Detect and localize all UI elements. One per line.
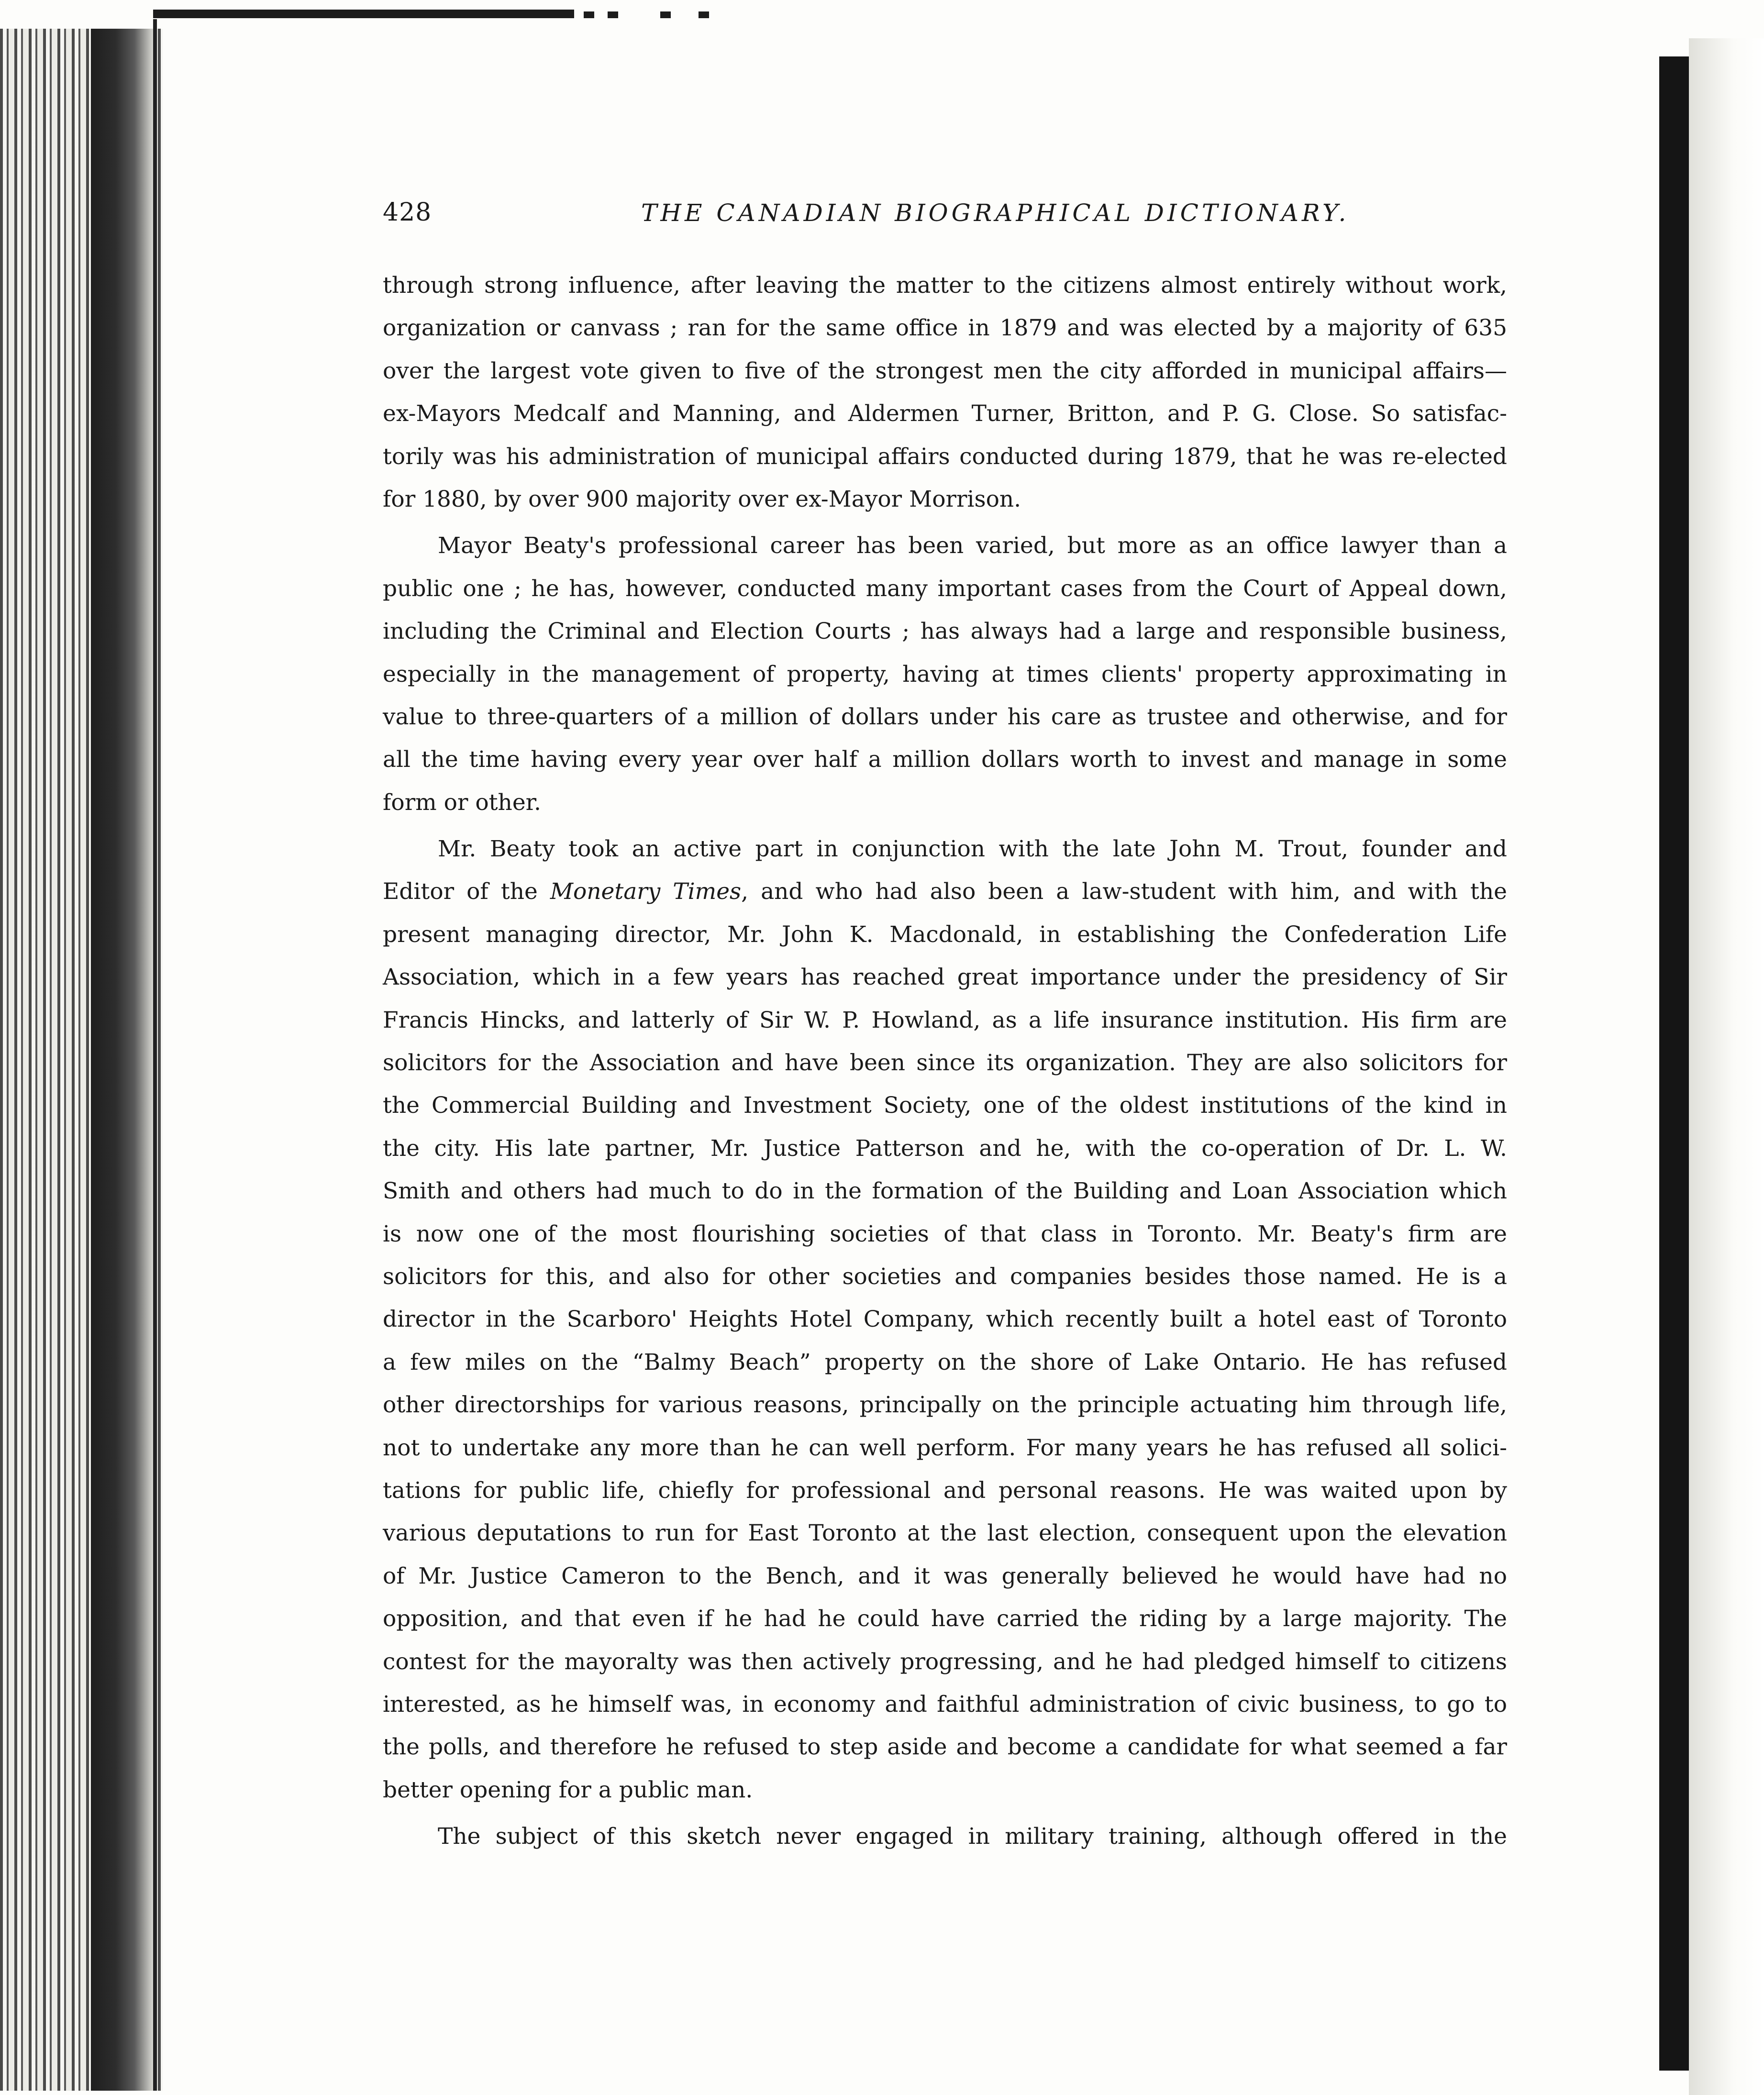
text-line: Mr. Beaty took an active part in conjunction with the late John M. Trout, founder and xyxy=(438,836,1507,863)
text-line: a few miles on the “Balmy Beach” property on the shore of Lake Ontario. He has refused xyxy=(383,1349,1507,1375)
text-line: solicitors for this, and also for other societies and companies besides those named. He is a xyxy=(383,1263,1507,1290)
text-line: present managing director, Mr. John K. Macdonald, in establishing the Confederation Life xyxy=(383,921,1507,948)
text-line: better opening for a public man. xyxy=(383,1776,753,1803)
text-line: form or other. xyxy=(383,789,541,816)
text-line: The subject of this sketch never engaged in military training, although offered in the xyxy=(438,1823,1507,1850)
text-line: public one ; he has, however, conducted many important cases from the Court of Appeal down, xyxy=(383,575,1507,602)
text-line: tations for public life, chiefly for professional and personal reasons. He was waited upon by xyxy=(383,1477,1507,1504)
scan-right-margin xyxy=(1689,38,1764,2095)
text-line: the city. His late partner, Mr. Justice Patterson and he, with the co-operation of Dr. L. W. xyxy=(383,1135,1507,1162)
text-line: including the Criminal and Election Courts ; has always had a large and responsible business, xyxy=(383,618,1507,645)
text-line: solicitors for the Association and have been since its organization. They are also solicitors for xyxy=(383,1050,1507,1076)
text-line: of Mr. Justice Cameron to the Bench, and it was generally believed he would have had no xyxy=(383,1563,1507,1589)
page-number: 428 xyxy=(383,198,432,227)
text-line: through strong influence, after leaving the matter to the citizens almost entirely without work, xyxy=(383,272,1507,299)
paragraph xyxy=(383,828,1507,1811)
scan-binding-gutter xyxy=(91,29,153,2091)
scan-top-edge xyxy=(153,10,574,18)
running-title: THE CANADIAN BIOGRAPHICAL DICTIONARY. xyxy=(641,199,1350,227)
scan-top-mark xyxy=(608,11,618,18)
text-line: opposition, and that even if he had he could have carried the riding by a large majority. The xyxy=(383,1606,1507,1632)
text-line: the polls, and therefore he refused to step aside and become a candidate for what seemed a far xyxy=(383,1734,1507,1761)
scan-top-mark xyxy=(660,11,671,18)
body-text xyxy=(383,264,1507,1862)
text-line: the Commercial Building and Investment Society, one of the oldest institutions of the kind in xyxy=(383,1092,1507,1119)
text-line: over the largest vote given to five of the strongest men the city afforded in municipal affairs— xyxy=(383,357,1507,384)
text-line: Association, which in a few years has reached great importance under the presidency of Sir xyxy=(383,964,1507,991)
text-line: organization or canvass ; ran for the same office in 1879 and was elected by a majority of 635 xyxy=(383,315,1507,342)
text-line: other directorships for various reasons, principally on the principle actuating him through life, xyxy=(383,1392,1507,1419)
text-line: Smith and others had much to do in the formation of the Building and Loan Association which xyxy=(383,1178,1507,1205)
text-line: director in the Scarboro' Heights Hotel Company, which recently built a hotel east of Toronto xyxy=(383,1306,1507,1333)
text-line: especially in the management of property, having at times clients' property approximating in xyxy=(383,661,1507,687)
scan-left-edge-line xyxy=(153,19,157,2091)
text-line: Mayor Beaty's professional career has been varied, but more as an office lawyer than a xyxy=(438,532,1507,559)
text-line: various deputations to run for East Toronto at the last election, consequent upon the elevation xyxy=(383,1520,1507,1547)
text-line: interested, as he himself was, in economy and faithful administration of civic business, to go to xyxy=(383,1691,1507,1718)
text-line: for 1880, by over 900 majority over ex-Mayor Morrison. xyxy=(383,486,1021,512)
paragraph xyxy=(383,1815,1507,1858)
text-line: ex-Mayors Medcalf and Manning, and Aldermen Turner, Britton, and P. G. Close. So satisfac- xyxy=(383,400,1507,427)
paragraph xyxy=(383,524,1507,824)
text-line: Francis Hincks, and latterly of Sir W. P. Howland, as a life insurance institution. His firm are xyxy=(383,1007,1507,1033)
text-line: is now one of the most flourishing societies of that class in Toronto. Mr. Beaty's firm are xyxy=(383,1220,1507,1247)
text-line: torily was his administration of municipal affairs conducted during 1879, that he was re-elected xyxy=(383,443,1507,470)
scan-top-mark xyxy=(584,11,594,18)
scan-right-edge-bar xyxy=(1659,56,1689,2071)
text-line: value to three-quarters of a million of dollars under his care as trustee and otherwise, and for xyxy=(383,703,1507,730)
scan-top-mark xyxy=(699,11,709,18)
text-line: contest for the mayoralty was then actively progressing, and he had pledged himself to citizens xyxy=(383,1648,1507,1675)
text-line: Editor of the Monetary Times, and who had also been a law-student with him, and with the xyxy=(383,878,1507,905)
paragraph xyxy=(383,264,1507,521)
text-line: all the time having every year over half a million dollars worth to invest and manage in some xyxy=(383,746,1507,773)
text-line: not to undertake any more than he can well perform. For many years he has refused all solici- xyxy=(383,1434,1507,1461)
